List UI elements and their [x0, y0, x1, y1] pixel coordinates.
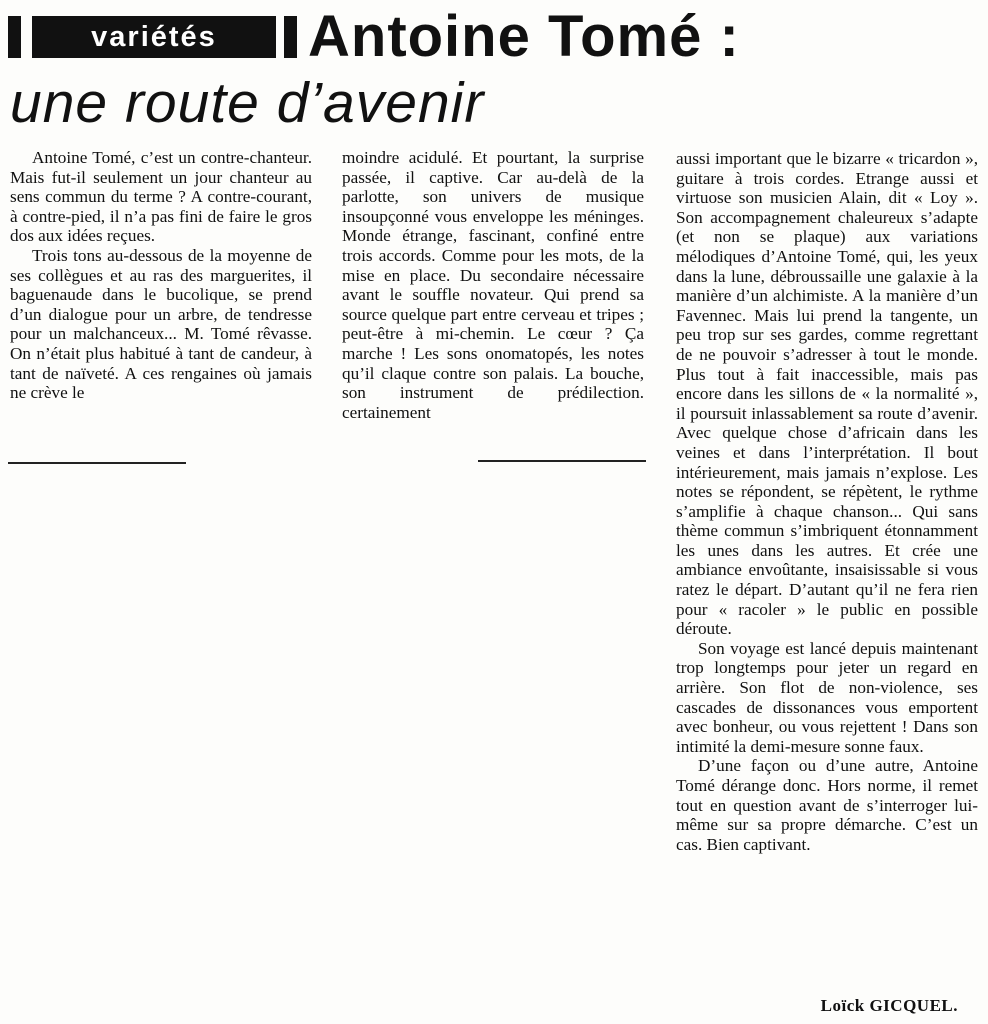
article-header	[8, 4, 980, 69]
column-2-end-rule	[478, 460, 646, 462]
column-1-paragraph-1: Antoine Tomé, c’est un contre-chanteur. Mais fut-il seulement un jour chanteur au sens commun du terme ? A contre-courant, à contre-pied, il n’a pas fini de faire le gros dos aux idées reçues.	[10, 148, 312, 246]
column-1	[10, 148, 312, 403]
rubric-bar-left	[8, 16, 21, 58]
column-1-paragraph-2: Trois tons au-dessous de la moyenne de ses collègues et au ras des marguerites, il baguenaude dans le bucolique, se prend d’un dialogue pour un arbre, de tendresse pour un malchanceux... M. Tomé rêvasse. On n’était plus habitué à tant de candeur, à tant de naïveté. A ces rengaines où jamais ne crève le	[10, 245, 312, 403]
column-3	[676, 149, 978, 854]
rubric-bar-right	[284, 16, 297, 58]
column-2	[342, 148, 644, 422]
column-3-paragraph-2: Son voyage est lancé depuis maintenant trop longtemps pour jeter un regard en arrière. Son flot de non-violence, ses cascades de dissonances vous emportent avec bonheur, ou vous rejettent ! Dans son intimité la demi-mesure sonne faux.	[676, 638, 978, 756]
column-2-paragraph-1: moindre acidulé. Et pourtant, la surprise passée, il captive. Car au-delà de la parlotte, son univers de musique insoupçonné vous enveloppe les méninges. Monde étrange, fascinant, confiné entre trois accords. Comme pour les mots, de la mise en place. Du secondaire nécessaire avant le souffle novateur. Qui prend sa source quelque part entre cerveau et tripes ; peut-être à mi-chemin. Le cœur ? Ça marche ! Les sons onomatopés, les notes qu’il claque contre son palais. La bouche, son instrument de prédilection. certainement	[342, 148, 644, 422]
column-3-paragraph-3: D’une façon ou d’une autre, Antoine Tomé dérange donc. Hors norme, il remet tout en question avant de s’interroger lui-même sur sa propre démarche. C’est un cas. Bien captivant.	[676, 756, 978, 854]
article-subtitle: une route d’avenir	[10, 71, 485, 135]
column-1-end-rule	[8, 462, 186, 464]
column-3-paragraph-1: aussi important que le bizarre « tricardon », guitare à trois cordes. Etrange aussi et virtuose son musicien Alain, dit « Loy ». Son accompagnement chaleureux s’adapte (et non se plaque) aux variations mélodiques d’Antoine Tomé, qui, les yeux dans la lune, débroussaille une galaxie à la manière d’un alchimiste. A la manière d’un Favennec. Mais lui prend la tangente, un peu trop sur ses gardes, comme regrettant de ne pouvoir s’adresser à tout le monde. Plus tout à fait inaccessible, mais pas encore dans les sillons de « la normalité », il poursuit inlassablement sa route d’avenir. Avec quelque chose d’africain dans les veines et dans l’interprétation. Il bout intérieurement, mais jamais n’explose. Les notes se répondent, se répètent, le rythme s’amplifie à chaque chanson... Qui sans thème commun s’imbriquent étonnamment les unes dans les autres. Et crée une ambiance envoûtante, insaisissable si vous ratez le départ. D’autant qu’il ne fera rien pour « racoler » le public en possible déroute.	[676, 149, 978, 639]
article-title: Antoine Tomé :	[308, 4, 740, 69]
author-signature: Loïck GICQUEL.	[820, 996, 958, 1015]
rubric-label: variétés	[32, 16, 276, 58]
